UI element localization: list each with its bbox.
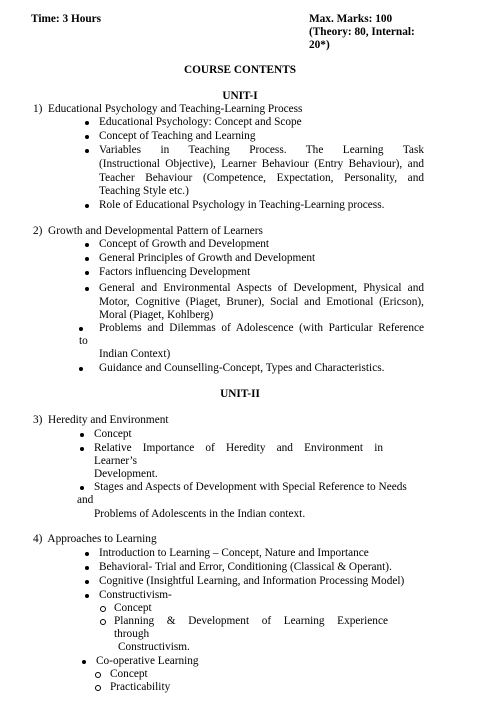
list-item-continuation: (Instructional Objective), Learner Behaviour (Entry Behaviour), and: [99, 158, 424, 170]
list-item: Concept of Teaching and Learning: [99, 130, 256, 142]
unit-2-title: UNIT-II: [220, 388, 260, 400]
bullet-icon: [85, 204, 89, 208]
sub-list-item: Concept: [110, 668, 148, 680]
list-item-continuation: Teacher Behaviour (Competence, Expectation, Personality, and: [99, 172, 424, 184]
time-label: Time: 3 Hours: [31, 13, 102, 25]
list-item: General Principles of Growth and Development: [99, 252, 316, 264]
section-1-heading: 1) Educational Psychology and Teaching-Learning Process: [33, 103, 303, 115]
list-item: Variables in Teaching Process. The Learning Task: [99, 144, 424, 156]
list-item: Introduction to Learning – Concept, Nature and Importance: [99, 547, 369, 559]
list-item: Guidance and Counselling-Concept, Types and Characteristics.: [99, 362, 385, 374]
bullet-icon: [80, 486, 84, 490]
sub-bullet-icon: [100, 619, 106, 625]
section-2-heading: 2) Growth and Developmental Pattern of Learners: [33, 225, 263, 237]
list-item-continuation: Learner’s: [94, 455, 138, 467]
bullet-icon: [79, 327, 83, 331]
list-item: Relative Importance of Heredity and Environment in: [94, 442, 383, 454]
bullet-icon: [85, 121, 89, 125]
list-item: Concept of Growth and Development: [99, 238, 270, 250]
sub-list-item-continuation: through: [114, 628, 150, 640]
list-item: Cognitive (Insightful Learning, and Information Processing Model): [99, 575, 405, 587]
list-item-continuation: Development.: [94, 468, 158, 480]
bullet-icon: [79, 367, 83, 371]
list-item-continuation: Indian Context): [99, 348, 171, 360]
list-item: Concept: [94, 428, 132, 440]
list-item: Role of Educational Psychology in Teaching-Learning process.: [99, 199, 385, 211]
list-item-continuation: Teaching Style etc.): [99, 185, 189, 197]
bullet-icon: [85, 287, 89, 291]
sub-list-item: Concept: [114, 602, 152, 614]
list-item: Stages and Aspects of Development with Special Reference to Needs: [94, 481, 407, 493]
unit-1-title: UNIT-I: [222, 90, 258, 102]
list-item-continuation: Moral (Piaget, Kohlberg): [99, 309, 214, 321]
bullet-icon: [85, 566, 89, 570]
course-contents-title: COURSE CONTENTS: [183, 64, 297, 76]
bullet-icon: [85, 257, 89, 261]
list-item: Behavioral- Trial and Error, Conditioning (Classical & Operant).: [99, 561, 392, 573]
sub-bullet-icon: [100, 606, 106, 612]
bullet-icon: [85, 580, 89, 584]
max-marks-label: Max. Marks: 100: [309, 13, 393, 25]
bullet-icon: [85, 243, 89, 247]
list-item: Constructivism-: [99, 589, 172, 601]
list-item-continuation: Motor, Cognitive (Piaget, Bruner), Social and Emotional (Ericson),: [99, 296, 424, 308]
bullet-icon: [85, 135, 89, 139]
sub-list-item: Practicability: [110, 681, 171, 693]
sub-list-item-continuation: Constructivism.: [118, 641, 190, 653]
marks-breakdown-line2: 20*): [309, 39, 330, 51]
sub-bullet-icon: [95, 672, 101, 678]
bullet-icon: [80, 447, 84, 451]
sub-list-item: Planning & Development of Learning Experience: [114, 615, 388, 627]
bullet-icon: [85, 552, 89, 556]
list-item-continuation: to: [79, 335, 88, 347]
bullet-icon: [85, 594, 89, 598]
list-item: Co-operative Learning: [96, 655, 199, 667]
list-item-continuation: and: [77, 494, 94, 506]
marks-breakdown-line1: (Theory: 80, Internal:: [309, 26, 415, 38]
list-item-continuation: Problems of Adolescents in the Indian context.: [94, 508, 306, 520]
list-item: Factors influencing Development: [99, 266, 251, 278]
sub-bullet-icon: [95, 685, 101, 691]
bullet-icon: [82, 660, 86, 664]
bullet-icon: [85, 149, 89, 153]
bullet-icon: [80, 433, 84, 437]
section-4-heading: 4) Approaches to Learning: [33, 533, 157, 545]
list-item: General and Environmental Aspects of Development, Physical and: [99, 282, 424, 294]
section-3-heading: 3) Heredity and Environment: [33, 414, 169, 426]
bullet-icon: [85, 271, 89, 275]
list-item: Problems and Dilemmas of Adolescence (with Particular Reference: [99, 322, 424, 334]
list-item: Educational Psychology: Concept and Scope: [99, 116, 302, 128]
